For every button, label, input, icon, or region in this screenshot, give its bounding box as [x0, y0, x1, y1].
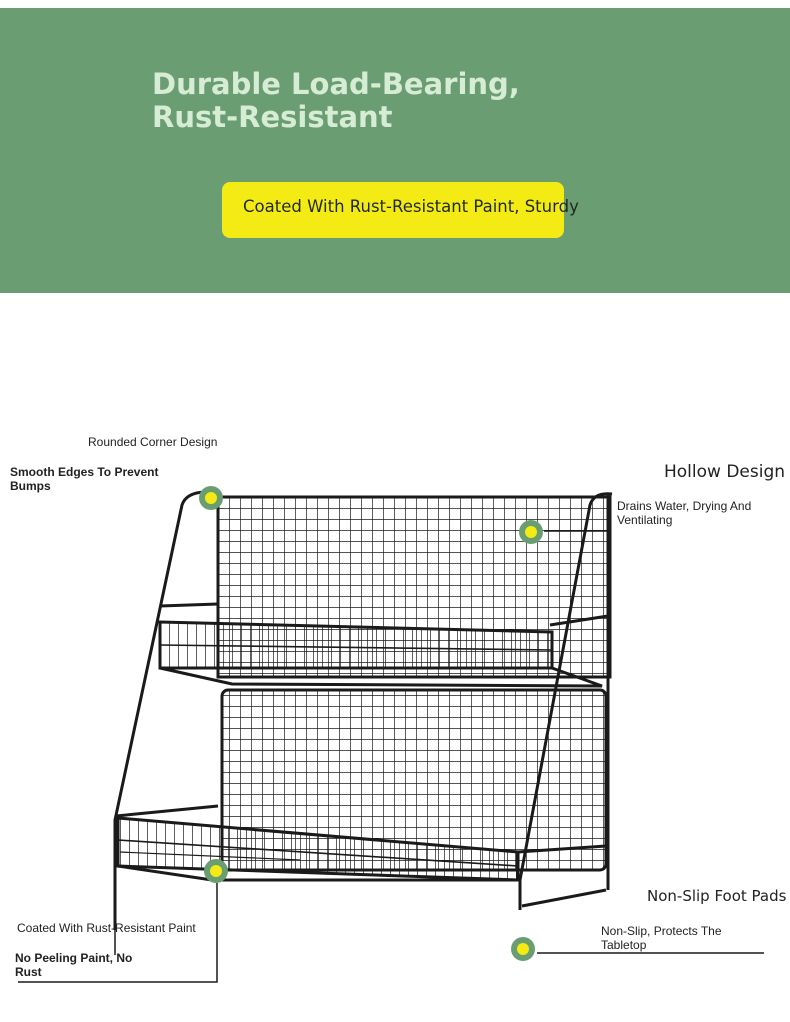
- banner-title-line1: Durable Load-Bearing,: [152, 67, 520, 101]
- smooth-edges-line2: Bumps: [10, 479, 51, 493]
- marker-dot-icon: [511, 937, 535, 961]
- foot-pads-desc-line1: Non-Slip, Protects The: [601, 924, 722, 938]
- no-peeling-line2: Rust: [15, 965, 42, 979]
- marker-dot-icon: [519, 520, 543, 544]
- smooth-edges-line1: Smooth Edges To Prevent: [10, 465, 159, 479]
- foot-pads-desc: [601, 924, 771, 952]
- hollow-design-desc: [617, 499, 787, 527]
- foot-pads-desc-line2: Tabletop: [601, 938, 647, 952]
- hollow-desc-line1: Drains Water, Drying And: [617, 499, 752, 513]
- hollow-design-title: Hollow Design: [664, 462, 786, 482]
- coated-label: Coated With Rust-Resistant Paint: [17, 921, 196, 935]
- marker-dot-icon: [204, 859, 228, 883]
- badge-text: Coated With Rust-Resistant Paint, Sturdy: [243, 197, 579, 216]
- rounded-corner-label: Rounded Corner Design: [88, 435, 218, 449]
- smooth-edges-label: [10, 465, 180, 493]
- no-peeling-label: [15, 951, 155, 979]
- foot-pads-title: Non-Slip Foot Pads: [647, 887, 787, 905]
- no-peeling-line1: No Peeling Paint, No: [15, 951, 133, 965]
- hollow-desc-line2: Ventilating: [617, 513, 673, 527]
- marker-dot-icon: [199, 486, 223, 510]
- banner-title-line2: Rust-Resistant: [152, 100, 393, 134]
